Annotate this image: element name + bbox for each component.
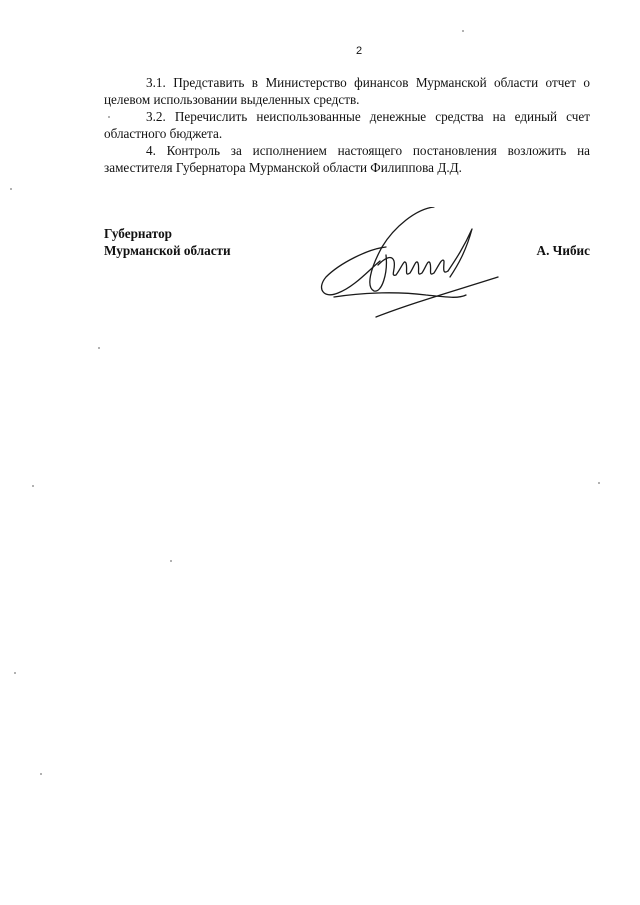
signer-name: А. Чибис <box>536 243 590 258</box>
handwritten-signature <box>316 207 506 337</box>
scan-speck <box>598 482 600 484</box>
scan-speck <box>98 347 100 349</box>
paragraph-4: 4. Контроль за исполнением настоящего постановления возложить на заместителя Губернатора Мурманской области Филиппова Д.Д. <box>104 143 590 175</box>
signer-position <box>104 225 231 259</box>
document-body <box>104 74 590 176</box>
signature-block <box>104 225 590 345</box>
scan-speck <box>108 116 110 118</box>
scan-speck <box>462 30 464 32</box>
scan-speck <box>170 560 172 562</box>
scan-speck <box>14 672 16 674</box>
signer-position-line1: Губернатор <box>104 226 172 241</box>
paragraph-3-2: 3.2. Перечислить неиспользованные денежные средства на единый счет областного бюджета. <box>104 109 590 141</box>
scan-speck <box>32 485 34 487</box>
paragraph-3-1: 3.1. Представить в Министерство финансов Мурманской области отчет о целевом использовании выделенных средств. <box>104 75 590 107</box>
scan-speck <box>40 773 42 775</box>
page-number: 2 <box>356 45 363 57</box>
signer-position-line2: Мурманской области <box>104 243 231 258</box>
scan-speck <box>10 188 12 190</box>
